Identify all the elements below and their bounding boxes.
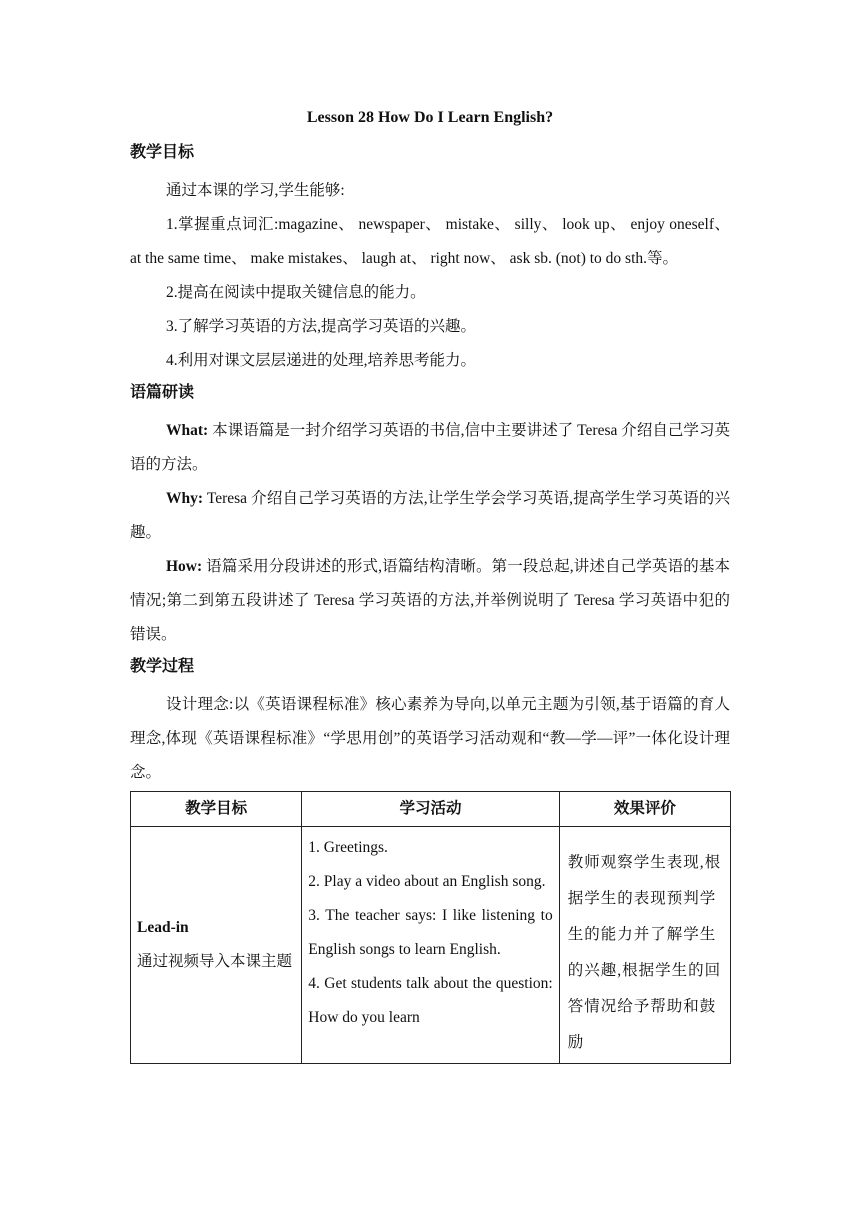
what-label: What: — [166, 422, 209, 439]
objective-item-2: 2.提高在阅读中提取关键信息的能力。 — [166, 284, 426, 301]
what-text: 本课语篇是一封介绍学习英语的书信,信中主要讲述了 Teresa 介绍自己学习英语的方法。 — [130, 422, 730, 473]
how-paragraph — [130, 550, 730, 652]
document-page — [130, 108, 730, 1064]
lesson-table — [130, 791, 731, 1064]
table-header-activity: 学习活动 — [302, 792, 559, 827]
how-label: How: — [166, 558, 203, 575]
section-heading-process: 教学过程 — [130, 658, 195, 675]
table-header-row — [131, 792, 731, 827]
goal-cell — [131, 827, 302, 1064]
why-text: Teresa 介绍自己学习英语的方法,让学生学会学习英语,提高学生学习英语的兴趣。 — [130, 490, 730, 541]
what-paragraph — [130, 414, 730, 482]
section-heading-objectives: 教学目标 — [130, 144, 195, 161]
objective-item-1: 1.掌握重点词汇:magazine、 newspaper、 mistake、 silly、 look up、 enjoy oneself、 at the same time、 make mistakes、 laugh at、 right now、 ask sb. (not) to do sth.等。 — [130, 216, 730, 267]
lesson-title: Lesson 28 How Do I Learn English? — [306, 109, 554, 126]
objective-item-4: 4.利用对课文层层递进的处理,培养思考能力。 — [166, 352, 477, 369]
table-header-evaluation: 效果评价 — [559, 792, 730, 827]
section-heading-text-analysis: 语篇研读 — [130, 384, 195, 401]
objectives-intro: 通过本课的学习,学生能够: — [166, 182, 345, 199]
evaluation-cell: 教师观察学生表现,根据学生的表现预判学生的能力并了解学生的兴趣,根据学生的回答情况给予帮助和鼓励 — [559, 827, 730, 1064]
how-text: 语篇采用分段讲述的形式,语篇结构清晰。第一段总起,讲述自己学英语的基本情况;第二到第五段讲述了 Teresa 学习英语的方法,并举例说明了 Teresa 学习英语中犯的错误。 — [130, 558, 730, 643]
goal-desc: 通过视频导入本课主题 — [137, 953, 293, 970]
table-row — [131, 827, 731, 1064]
why-label: Why: — [166, 490, 204, 507]
design-concept: 设计理念:以《英语课程标准》核心素养为导向,以单元主题为引领,基于语篇的育人理念,体现《英语课程标准》“学思用创”的英语学习活动观和“教—学—评”一体化设计理念。 — [130, 696, 730, 781]
activity-cell — [302, 827, 559, 1064]
why-paragraph — [130, 482, 730, 550]
activity-text: 1. Greetings. 2. Play a video about an English song. 3. The teacher says: I like listening to English songs to learn English. 4. Get students talk about the question: How do you learn — [308, 839, 553, 1026]
table-header-goal: 教学目标 — [131, 792, 302, 827]
objective-item-3: 3.了解学习英语的方法,提高学习英语的兴趣。 — [166, 318, 477, 335]
goal-title: Lead-in — [137, 919, 189, 936]
